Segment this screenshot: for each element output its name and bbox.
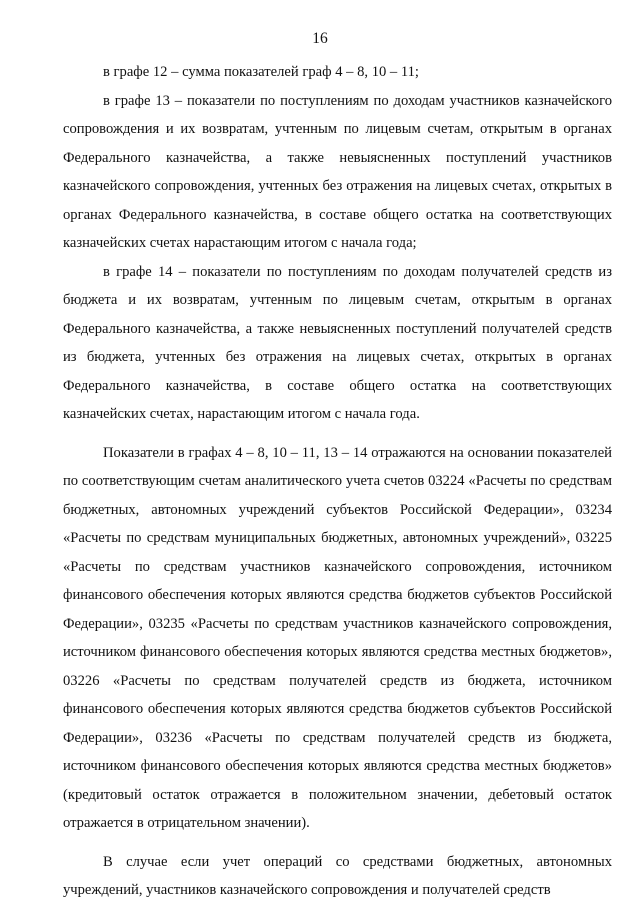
paragraph-grafa-12: в графе 12 – сумма показателей граф 4 – 8, 10 – 11; [103,64,419,80]
paragraph-grafa-14: в графе 14 – показатели по поступлениям по доходам получателей средств из бюджета и их возвратам, учтенным по лицевым счетам, открытым в органах Федерального казначейства, а также невыясненных поступлений получателей средств из бюджета, учтенных без отражения на лицевых счетах, открытых в органах Федерального казначейства, в составе общего остатка на соответствующих казначейских счетах, нарастающим итогом с начала года. [63,263,612,422]
document-body [63,58,612,905]
paragraph-indicators: Показатели в графах 4 – 8, 10 – 11, 13 – 14 отражаются на основании показателей по соответствующим счетам аналитического учета счетов 03224 «Расчеты по средствам бюджетных, автономных учреждений субъектов Российской Федерации», 03234 «Расчеты по средствам муниципальных бюджетных, автономных учреждений», 03225 «Расчеты по средствам участников казначейского сопровождения, источником финансового обеспечения которых являются средства бюджетов субъектов Российской Федерации», 03235 «Расчеты по средствам участников казначейского сопровождения, источником финансового обеспечения которых являются средства местных бюджетов», 03226 «Расчеты по средствам получателей средств из бюджета, источником финансового обеспечения которых являются средства бюджетов субъектов Российской Федерации», 03236 «Расчеты по средствам получателей средств из бюджета, источником финансового обеспечения которых являются средства местных бюджетов» (кредитовый остаток отражается в положительном значении, дебетовый остаток отражается в отрицательном значении). [63,444,612,831]
paragraph-grafa-13: в графе 13 – показатели по поступлениям по доходам участников казначейского сопровождения и их возвратам, учтенным по лицевым счетам, открытым в органах Федерального казначейства, а также невыясненных поступлений участников казначейского сопровождения, учтенных без отражения на лицевых счетах, открытых в органах Федерального казначейства, в составе общего остатка на соответствующих казначейских счетах нарастающим итогом с начала года; [63,92,612,251]
paragraph-case-accounting: В случае если учет операций со средствами бюджетных, автономных учреждений, участников казначейского сопровождения и получателей средств [63,853,612,898]
page-number: 16 [312,30,328,47]
